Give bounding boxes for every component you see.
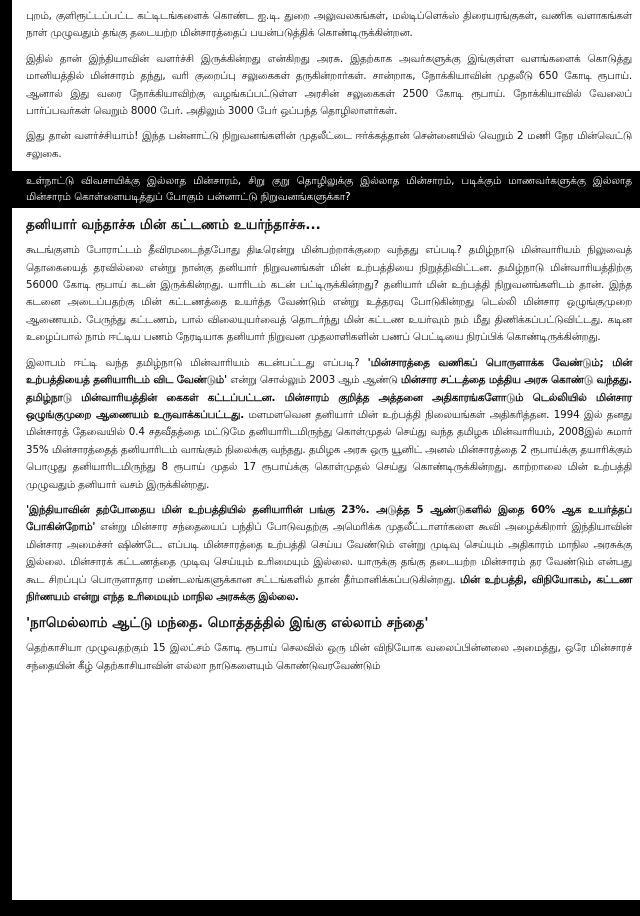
section-heading: 'நாமெல்லாம் ஆட்டு மந்தை. மொத்தத்தில் இங்கு எல்லாம் சந்தை' — [26, 615, 429, 632]
bottom-black-border — [0, 900, 640, 916]
bold-text: மின்சார சட்டத்தை மத்திய அரசு கொண்டு வந்தது. தமிழ்நாடு மின்வாரியத்தின் கைகள் கட்டப்பட்டன. மின்சாரம் குறித்த அத்தனை அதிகாரங்களோடும் டெல்லியில் மின்சார ஒழுங்குமுறை ஆணையம் உருவாக்கப்பட்டது. — [26, 374, 632, 421]
paragraph — [26, 502, 632, 606]
paragraph: கூடங்குளம் போராட்டம் தீவிரமடைந்தபோது திடீரென்று மின்பற்றாக்குறை வந்தது எப்படி? தமிழ்நாடு மின்வாரியம் நிலுவைத் தொகையைத் தரவில்லை என்று நான்கு தனியார் நிறுவனங்கள் மின் உற்பத்தியை நிறுத்திவிட்டன. தமிழ்நாடு மின்வாரியத்திற்கு 56000 கோடி ரூபாய் கடன் இருக்கின்றது. யாரிடம் கடன் பட்டிருக்கின்றது? தனியார் மின் உற்பத்தி நிறுவனங்களிடம் தான். இந்த கடனை அடைப்பதற்கு மின் கட்டணத்தை உயர்த்த வேண்டும் என்று உத்தரவு போடுகின்றது டெல்லி மின்சார ஒழுங்குமுறை ஆணையம். பேருந்து கட்டணம், பால் விலையுயர்வைத் தொடர்ந்து மின் கட்டண உயர்வும் நம் மீது திணிக்கப்பட்டுவிட்டது. கடின உழைப்பால் நாம் ஈட்டிய பணம் நேரடியாக தனியார் நிறுவன முதலாளிகளின் பணப் பெட்டியை நிரப்பிக் கொண்டிருக்கின்றது. — [26, 244, 632, 344]
paragraph: இது தான் வளர்ச்சியாம்! இந்த பன்னாட்டு நிறுவனங்களின் முதலீட்டை ஈர்க்கத்தான் சென்னையில் வெறும் 2 மணி நேர மின்வெட்டு சலுகை. — [26, 130, 632, 160]
text-run: என்று மின்சார சந்தையைப் பந்திப் போடுவதற்கு அமெரிக்க முதலீட்டாளர்களை கூவி அழைக்கிறார் இந்தியாவின் மின்சார அமைச்சர் ஷிண்டே. எப்படி மின்சாரத்தை உற்பத்தி செய்ய வேண்டும் என்று முடிவு செய்யும் அதிகாரம் மாநில அரசுக்கு இல்லை. மின்சாரக் கட்டணத்தை முடிவு செய்யும் உரிமையும் இல்லை. யாருக்கு தங்கு தடையற்ற மின்சாரம் தர வேண்டும் என்பது கூட சிறப்புப் பொருளாதார மண்டலங்களுக்கான சட்டங்களில் தான் தீர்மானிக்கப்படுகின்றது. — [26, 521, 632, 586]
bold-text: மின் உற்பத்தி, விநியோகம், கட்டண நிர்ணயம் என்று எந்த உரிமையும் மாநில அரசுக்கு இல்லை. — [26, 573, 633, 603]
paragraph: புறம், குளிரூட்டப்பட்ட கட்டிடங்களைக் கொண்ட ஐ.டி. துறை அலுவலகங்கள், மல்டிப்ளெக்ஸ் திரையரங்குகள், வணிக வளாகங்கள் நாள் முழுவதும் தங்கு தடையற்ற மின்சாரத்தைப் பயன்படுத்திக் கொண்டிருக்கின்றன. — [26, 10, 632, 40]
article-body — [26, 8, 632, 683]
left-black-border — [0, 0, 12, 916]
text-run: என்று சொல்லும் 2003 ஆம் ஆண்டு — [227, 374, 401, 387]
section-heading: தனியார் வந்தாச்சு மின் கட்டணம் உயர்ந்தாச்சு... — [26, 217, 321, 234]
text-run: மளமளவென தனியார் மின் உற்பத்தி நிலையங்கள் அதிகரித்தன. 1994 இல் தனது மின்சாரத் தேவையில் 0.4 சதவீதத்தை மட்டுமே தனியாரிடமிருந்து கொள்முதல் செய்து வந்த தமிழக மின்வாரியம், 2008இல் சுமார் 35% மின்சாரத்தைத் தனியாரிடம் வாங்கும் நிலைக்கு வந்தது. தமிழக அரசு ஒரு யூனிட் அனல் மின்சாரத்தை 2 ரூபாய்க்கு தயாரிக்கும் பொழுது தனியாரிடமிருந்து 8 ரூபாய் முதல் 17 ரூபாய்க்கு கொள்முதல் செய்து கொண்டிருக்கின்றது. காற்றாலை மின் உற்பத்தி முழுவதும் தனியார் வசம் இருக்கின்றது. — [26, 408, 632, 491]
paragraph: தெற்காசியா முழுவதற்கும் 15 இலட்சம் கோடி ரூபாய் செலவில் ஒரு மின் விநியோக வலைப்பின்னலை அமைத்து, ஒரே மின்சாரச் சந்தையின் கீழ் தெற்காசியாவின் எல்லா நாடுகளையும் கொண்டுவரவேண்டும் — [26, 642, 632, 672]
paragraph — [26, 355, 632, 494]
paragraph: இதில் தான் இந்தியாவின் வளர்ச்சி இருக்கின்றது என்கிறது அரசு. இதற்காக அவர்களுக்கு இங்குள்ள வளங்களைக் கொடுத்து மானியத்தில் மின்சாரம் தந்து, வரி குறைப்பு சலுகைகள் தருகின்றார்கள். சான்றாக, நோக்கியாவின் முதலீடு 650 கோடி ரூபாய். ஆனால் இது வரை நோக்கியாவிற்கு வழங்கப்பட்டுள்ள அரசின் சலுகைகள் 2500 கோடி ரூபாய். நோக்கியாவில் வேலைப் பார்ப்பவர்கள் வெறும் 8000 பேர். அதிலும் 3000 பேர் ஒப்பந்த தொழிலாளர்கள். — [26, 52, 632, 118]
text-run: இலாபம் ஈட்டி வந்த தமிழ்நாடு மின்வாரியம் கடன்பட்டது எப்படி? — [26, 356, 368, 369]
bold-quote: 'இந்தியாவின் தற்போதைய மின் உற்பத்தியில் தனியாரின் பங்கு 23%. அடுத்த 5 ஆண்டுகளில் இதை 60% ஆக உயர்த்தப் போகின்றோம்' — [26, 503, 632, 534]
highlight-banner: உள்நாட்டு விவசாயிக்கு இல்லாத மின்சாரம், சிறு குறு தொழிலுக்கு இல்லாத மின்சாரம், படிக்கும் மாணவர்களுக்கு இல்லாத மின்சாரம் கொள்ளையடித்துப் போகும் பன்னாட்டு நிறுவனங்களுக்கா? — [12, 171, 640, 208]
bold-quote: 'மின்சாரத்தை வணிகப் பொருளாக்க வேண்டும்; மின் உற்பத்தியைத் தனியாரிடம் விட வேண்டும்' — [26, 356, 632, 387]
